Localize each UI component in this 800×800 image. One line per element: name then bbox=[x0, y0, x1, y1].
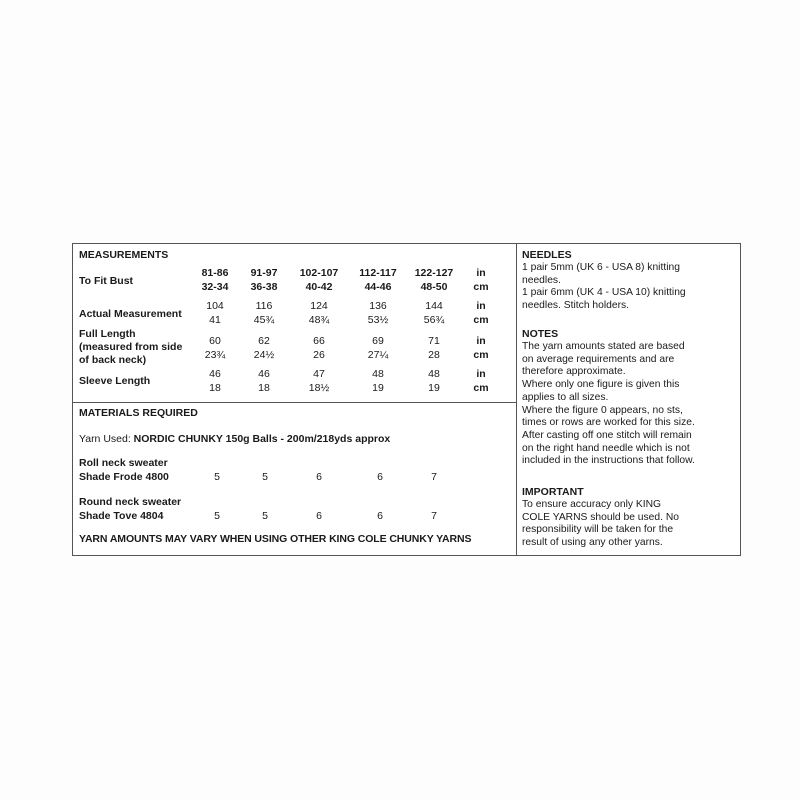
notes-line: included in the instructions that follow. bbox=[522, 455, 695, 467]
length-3-cm: 26 bbox=[313, 349, 325, 361]
balls-size-2: 5 bbox=[262, 471, 268, 483]
unit-in: in bbox=[476, 300, 486, 312]
measurements-heading: MEASUREMENTS bbox=[79, 249, 169, 261]
column-divider bbox=[516, 244, 517, 555]
important-line: COLE YARNS should be used. No bbox=[522, 511, 680, 523]
length-2-cm: 24½ bbox=[253, 349, 275, 361]
yarn-used-prefix: Yarn Used: bbox=[79, 433, 134, 445]
size-4-in: 112-117 bbox=[359, 267, 397, 279]
row-label-full-length-note: (measured from side bbox=[79, 341, 183, 353]
needles-section bbox=[522, 249, 738, 313]
sleeve-5-cm: 19 bbox=[428, 382, 440, 394]
size-5-cm: 48-50 bbox=[420, 281, 448, 293]
row-label-full-length: Full Length bbox=[79, 328, 136, 340]
actual-2-in: 116 bbox=[255, 300, 273, 312]
balls-size-4: 6 bbox=[377, 510, 383, 522]
notes-line: on average requirements and are bbox=[522, 353, 675, 365]
needles-line: 1 pair 6mm (UK 4 - USA 10) knitting bbox=[522, 287, 686, 299]
balls-size-4: 6 bbox=[377, 471, 383, 483]
material-item-shade: Shade Tove 4804 bbox=[79, 510, 164, 522]
notes-line: therefore approximate. bbox=[522, 366, 626, 378]
notes-line: applies to all sizes. bbox=[522, 391, 609, 403]
size-5-in: 122-127 bbox=[414, 267, 454, 279]
actual-5-cm: 56¾ bbox=[423, 314, 445, 326]
important-line: result of using any other yarns. bbox=[522, 537, 663, 549]
actual-3-cm: 48¾ bbox=[308, 314, 330, 326]
yarn-used-line bbox=[79, 433, 390, 446]
size-3-cm: 40-42 bbox=[305, 281, 333, 293]
actual-5-in: 144 bbox=[425, 300, 443, 312]
yarn-warning: YARN AMOUNTS MAY VARY WHEN USING OTHER KING COLE CHUNKY YARNS bbox=[79, 533, 472, 545]
needles-line: needles. bbox=[522, 274, 561, 286]
row-label-full-length-note: of back neck) bbox=[79, 354, 147, 366]
balls-size-5: 7 bbox=[431, 510, 437, 522]
size-3-in: 102-107 bbox=[299, 267, 339, 279]
unit-cm: cm bbox=[473, 314, 489, 326]
size-2-cm: 36-38 bbox=[250, 281, 278, 293]
section-divider bbox=[73, 402, 517, 403]
row-label-sleeve-length: Sleeve Length bbox=[79, 375, 151, 387]
sleeve-1-cm: 18 bbox=[209, 382, 221, 394]
length-4-cm: 27¼ bbox=[367, 349, 389, 361]
balls-size-3: 6 bbox=[316, 510, 322, 522]
length-1-in: 60 bbox=[209, 335, 221, 347]
notes-line: After casting off one stitch will remain bbox=[522, 429, 692, 441]
unit-cm: cm bbox=[473, 349, 489, 361]
actual-3-in: 124 bbox=[310, 300, 328, 312]
actual-1-cm: 41 bbox=[209, 314, 221, 326]
important-section bbox=[522, 486, 738, 550]
material-item-label: Roll neck sweater bbox=[79, 457, 168, 469]
needles-line: 1 pair 5mm (UK 6 - USA 8) knitting bbox=[522, 262, 680, 273]
material-item-label: Round neck sweater bbox=[79, 496, 182, 508]
notes-section bbox=[522, 328, 738, 468]
balls-size-3: 6 bbox=[316, 471, 322, 483]
balls-size-1: 5 bbox=[214, 471, 220, 483]
size-1-in: 81-86 bbox=[201, 267, 229, 279]
unit-in: in bbox=[476, 335, 486, 347]
notes-line: on the right hand needle which is not bbox=[522, 442, 690, 454]
sleeve-4-cm: 19 bbox=[372, 382, 384, 394]
notes-line: Where the figure 0 appears, no sts, bbox=[522, 404, 683, 416]
unit-in: in bbox=[476, 267, 486, 279]
sleeve-4-in: 48 bbox=[372, 368, 384, 380]
length-5-cm: 28 bbox=[428, 349, 440, 361]
balls-size-5: 7 bbox=[431, 471, 437, 483]
material-item-shade: Shade Frode 4800 bbox=[79, 471, 169, 483]
row-label-actual-measurement: Actual Measurement bbox=[79, 308, 182, 320]
sleeve-3-cm: 18½ bbox=[308, 382, 330, 394]
unit-cm: cm bbox=[473, 281, 489, 293]
balls-size-1: 5 bbox=[214, 510, 220, 522]
actual-4-cm: 53½ bbox=[367, 314, 389, 326]
notes-line: Where only one figure is given this bbox=[522, 379, 680, 391]
length-3-in: 66 bbox=[313, 335, 325, 347]
sleeve-1-in: 46 bbox=[209, 368, 221, 380]
unit-cm: cm bbox=[473, 382, 489, 394]
needles-heading: NEEDLES bbox=[522, 249, 572, 261]
size-2-in: 91-97 bbox=[250, 267, 278, 279]
length-2-in: 62 bbox=[258, 335, 270, 347]
important-line: responsibility will be taken for the bbox=[522, 524, 674, 536]
sleeve-5-in: 48 bbox=[428, 368, 440, 380]
important-heading: IMPORTANT bbox=[522, 486, 584, 498]
notes-heading: NOTES bbox=[522, 328, 559, 340]
important-line: To ensure accuracy only KING bbox=[522, 499, 662, 510]
actual-1-in: 104 bbox=[206, 300, 224, 312]
sleeve-2-cm: 18 bbox=[258, 382, 270, 394]
length-5-in: 71 bbox=[428, 335, 440, 347]
sleeve-3-in: 47 bbox=[313, 368, 325, 380]
notes-line: times or rows are worked for this size. bbox=[522, 417, 695, 429]
actual-2-cm: 45¾ bbox=[253, 314, 275, 326]
balls-size-2: 5 bbox=[262, 510, 268, 522]
materials-heading: MATERIALS REQUIRED bbox=[79, 407, 198, 419]
length-1-cm: 23¾ bbox=[204, 349, 226, 361]
pattern-info-panel bbox=[72, 243, 741, 556]
size-1-cm: 32-34 bbox=[201, 281, 229, 293]
size-4-cm: 44-46 bbox=[364, 281, 392, 293]
unit-in: in bbox=[476, 368, 486, 380]
yarn-name: NORDIC CHUNKY 150g Balls - 200m/218yds approx bbox=[133, 433, 391, 445]
row-label-to-fit-bust: To Fit Bust bbox=[79, 275, 134, 287]
actual-4-in: 136 bbox=[369, 300, 387, 312]
notes-line: The yarn amounts stated are based bbox=[522, 341, 685, 352]
needles-line: needles. Stitch holders. bbox=[522, 300, 630, 312]
length-4-in: 69 bbox=[372, 335, 384, 347]
sleeve-2-in: 46 bbox=[258, 368, 270, 380]
